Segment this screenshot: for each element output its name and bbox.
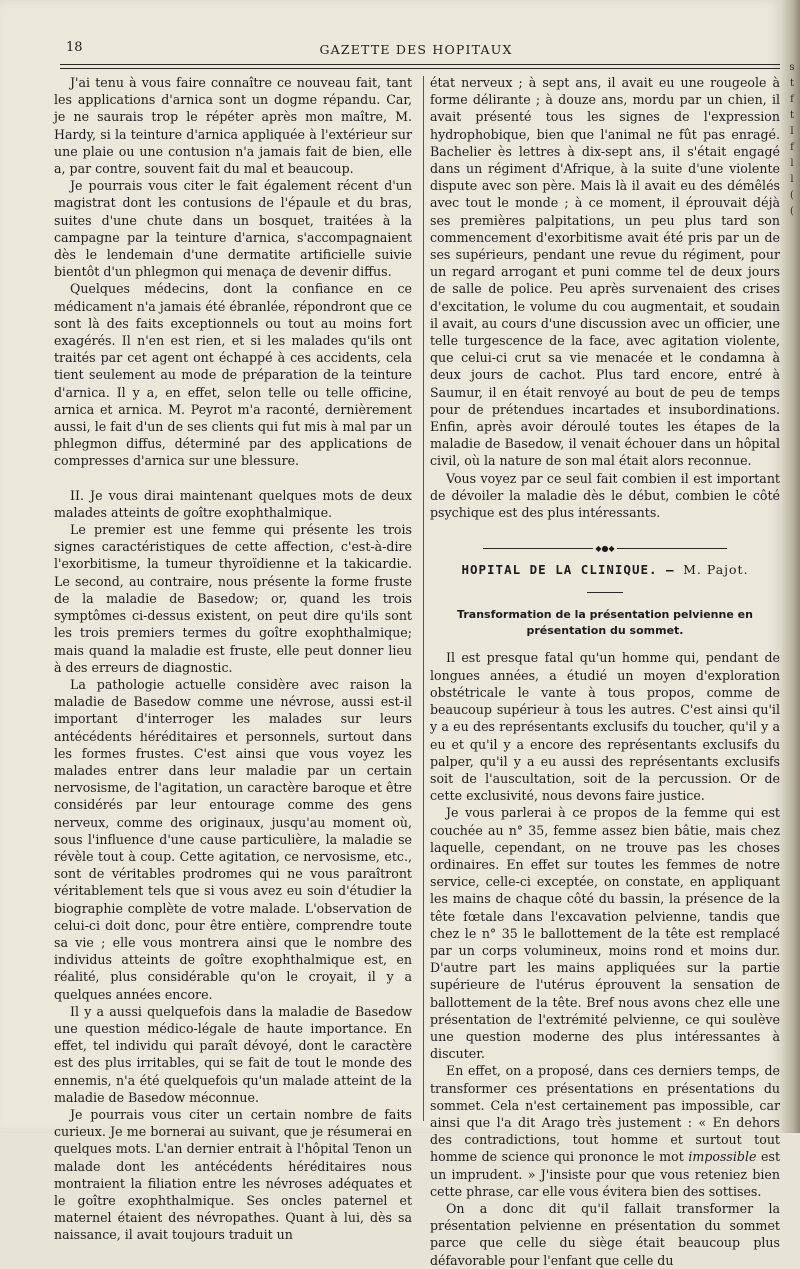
- paragraph: Vous voyez par ce seul fait combien il est important de dévoiler la maladie dès le début, combien le côté psychique est des plus intéressants.: [430, 470, 780, 521]
- paragraph: Je vous parlerai à ce propos de la femme qui est couchée au n° 35, femme assez bien bâtie, mais chez laquelle, cependant, on ne trouve pas les choses ordinaires. En effet sur toutes les femmes de notre service, celle-ci exceptée, on constate, en appliquant les mains de chaque côté du bassin, la présence de la tête fœtale dans l'excavation pelvienne, tandis que chez le n° 35 le ballottement de la tête est remplacé par un corps volumineux, moins rond et moins dur. D'autre part les mains appliquées sur la partie supérieure de l'utérus éprouvent la sensation de ballottement de la tête. Bref nous avons chez elle une présentation de l'extrémité pelvienne, ce qui soulève une question moderne des plus intéressantes à discuter.: [430, 805, 780, 1062]
- section-heading: [430, 561, 780, 578]
- paragraph: Il est presque fatal qu'un homme qui, pendant de longues années, a étudié un moyen d'exploration obstétricale le vante à tous propos, comme de beaucoup supérieur à tous les autres. C'est ainsi qu'il y a eu des représentants exclusifs du toucher, qu'il y a eu et qu'il y a encore des représentants exclusifs du palper, qu'il y a eu aussi des représentants exclusifs soit de l'auscultation, soit de la percussion. Or de cette exclusivité, nous devons faire justice.: [430, 650, 780, 804]
- paragraph: [430, 1062, 780, 1200]
- page-header: [66, 40, 766, 62]
- paragraph: La pathologie actuelle considère avec raison la maladie de Basedow comme une névrose, aussi est-il important d'interroger les malades sur leurs antécédents héréditaires et personnels, surtout dans les formes frustes. C'est ainsi que vous voyez les malades entrer dans leur maladie par un certain nervosisme, de l'agitation, un caractère baroque et être considérés par leur entourage comme des gens nerveux, comme des originaux, jusqu'au moment où, sous l'influence d'une cause particulière, la maladie se révèle tout à coup. Cette agitation, ce nervosisme, etc., sont de véritables prodromes qui ne vous paraîtront véritablement tels que si vous avez eu soin d'étudier la biographie complète de votre malade. L'observation de celui-ci doit donc, pour être entière, comprendre toute sa vie ; elle vous montrera ainsi que le nombre des individus atteints de goître exophthalmique est, en réalité, plus considérable qu'on le croyait, il y a quelques années encore.: [54, 676, 412, 1002]
- paragraph: II. Je vous dirai maintenant quelques mots de deux malades atteints de goître exophthalmique.: [54, 487, 412, 520]
- section-heading-text: HOPITAL DE LA CLINIQUE. —: [461, 562, 684, 578]
- spine-letters: s t f t I f l l ( (: [789, 62, 795, 217]
- header-rule-thin: [60, 68, 780, 69]
- paragraph: Le premier est une femme qui présente les trois signes caractéristiques de cette affection, c'est-à-dire l'exorbitisme, la tumeur thyroïdienne et la takicardie. Le second, au contraire, nous présente la forme fruste de la maladie de Basedow; or, quand les trois symptômes ci-dessus existent, on peut dire qu'ils sont les trois premiers termes du goître exophthalmique; mais quand la maladie est fruste, elle peut donner lieu à des erreurs de diagnostic.: [54, 522, 412, 675]
- left-column: [54, 74, 412, 1244]
- paragraph: état nerveux ; à sept ans, il avait eu une rougeole à forme délirante ; à douze ans, mordu par un chien, il avait présenté tous les signes de l'expression hydrophobique, bien que l'animal ne fût pas enragé. Bachelier ès lettres à dix-sept ans, il s'était engagé dans un régiment d'Afrique, à la suite d'une violente dispute avec son père. Mais là il avait eu des démêlés avec tout le monde ; à ce moment, il éprouvait déjà ses premières palpitations, un peu plus tard son commencement d'exorbitisme avait été pris par un de ses supérieurs, pendant une revue du régiment, pour un regard arrogant et puni comme tel de deux jours de salle de police. Peu après survenaient des crises d'excitation, le volume du cou augmentait, et soudain il avait, au cours d'une discussion avec un officier, une telle turgescence de la face, avec agitation violente, que celui-ci crut sa vie menacée et le condamna à deux jours de cachot. Plus tard encore, entré à Saumur, il en était renvoyé au bout de peu de temps pour de prétendues incartades et insubordinations. Enfin, après avoir déroulé toutes les étapes de la maladie de Basedow, il venait échouer dans un hôpital civil, où la nature de son mal était alors reconnue.: [430, 75, 780, 469]
- paragraph: Il y a aussi quelquefois dans la maladie de Basedow une question médico-légale de haute importance. En effet, tel individu qui paraît dévoyé, dont le caractère est des plus irritables, qui se fait de tout le monde des ennemis, n'a été quelquefois qu'un malade atteint de la maladie de Basedow méconnue.: [54, 1003, 412, 1105]
- short-divider: [587, 592, 623, 593]
- paragraph-part: En effet, on a proposé, dans ces derniers temps, de transformer ces présentations en présentations du sommet. Cela n'est certainement pas impossible, car ainsi que l'a dit Arago très justement : « En dehors des contradictions, tout homme et surtout tout homme de science qui prononce le mot: [430, 1063, 780, 1165]
- paragraph: On a donc dit qu'il fallait transformer la présentation pelvienne en présentation du sommet parce que celle du siège était beaucoup plus défavorable pour l'enfant que celle du: [430, 1200, 780, 1268]
- paragraph-part: est un imprudent. » J'insiste pour que vous reteniez bien cette phrase, car elle vous évitera bien des sottises.: [430, 1149, 781, 1199]
- paragraph: Je pourrais vous citer le fait également récent d'un magistrat dont les contusions de l'épaule et du bras, suites d'une chute dans un bosquet, traitées à la campagne par la teinture d'arnica, s'accompagnaient dès le lendemain d'une dermatite artificielle suivie bientôt d'un phlegmon qui menaça de devenir diffus.: [54, 178, 412, 280]
- column-divider: [423, 76, 424, 1121]
- section-ornament: ◆●◆: [430, 539, 780, 547]
- right-column: [430, 74, 780, 1269]
- page-number: 18: [66, 40, 83, 55]
- header-rule: [60, 64, 780, 65]
- section-author: M. Pajot.: [683, 562, 749, 578]
- paragraph: Je pourrais vous citer un certain nombre de faits curieux. Je me bornerai au suivant, que je résumerai en quelques mots. L'an dernier entrait à l'hôpital Tenon un malade dont les antécédents héréditaires nous montraient la filiation entre les névroses adéquates et le goître exophthalmique. Ses oncles paternel et maternel étaient des névropathes. Quant à lui, dès sa naissance, il avait toujours traduit un: [54, 1106, 412, 1243]
- journal-title: GAZETTE DES HOPITAUX: [319, 42, 513, 57]
- paragraph: Quelques médecins, dont la confiance en ce médicament n'a jamais été ébranlée, répondront que ce sont là des faits exceptionnels ou tout au moins fort exagérés. Il n'en est rien, et si les malades qu'ils ont traités par cet agent ont échappé à ces accidents, cela tient seulement au mode de préparation de la teinture d'arnica. Il y a, en effet, selon telle ou telle officine, arnica et arnica. M. Peyrot m'a raconté, dernièrement aussi, le fait d'un de ses clients qui fut mis à mal par un phlegmon diffus, déterminé par des applications de compresses d'arnica sur une blessure.: [54, 281, 412, 469]
- sub-heading: Transformation de la présentation pelvienne en présentation du sommet.: [457, 608, 753, 638]
- italic-word: impossible: [688, 1149, 757, 1165]
- paragraph: J'ai tenu à vous faire connaître ce nouveau fait, tant les applications d'arnica sont un dogme répandu. Car, je ne saurais trop le répéter après mon maître, M. Hardy, si la teinture d'arnica appliquée à l'extérieur sur une plaie ou une contusion n'a jamais fait de bien, elle a, par contre, souvent fait du mal et beaucoup.: [54, 75, 412, 177]
- binding-spine: [782, 0, 800, 1133]
